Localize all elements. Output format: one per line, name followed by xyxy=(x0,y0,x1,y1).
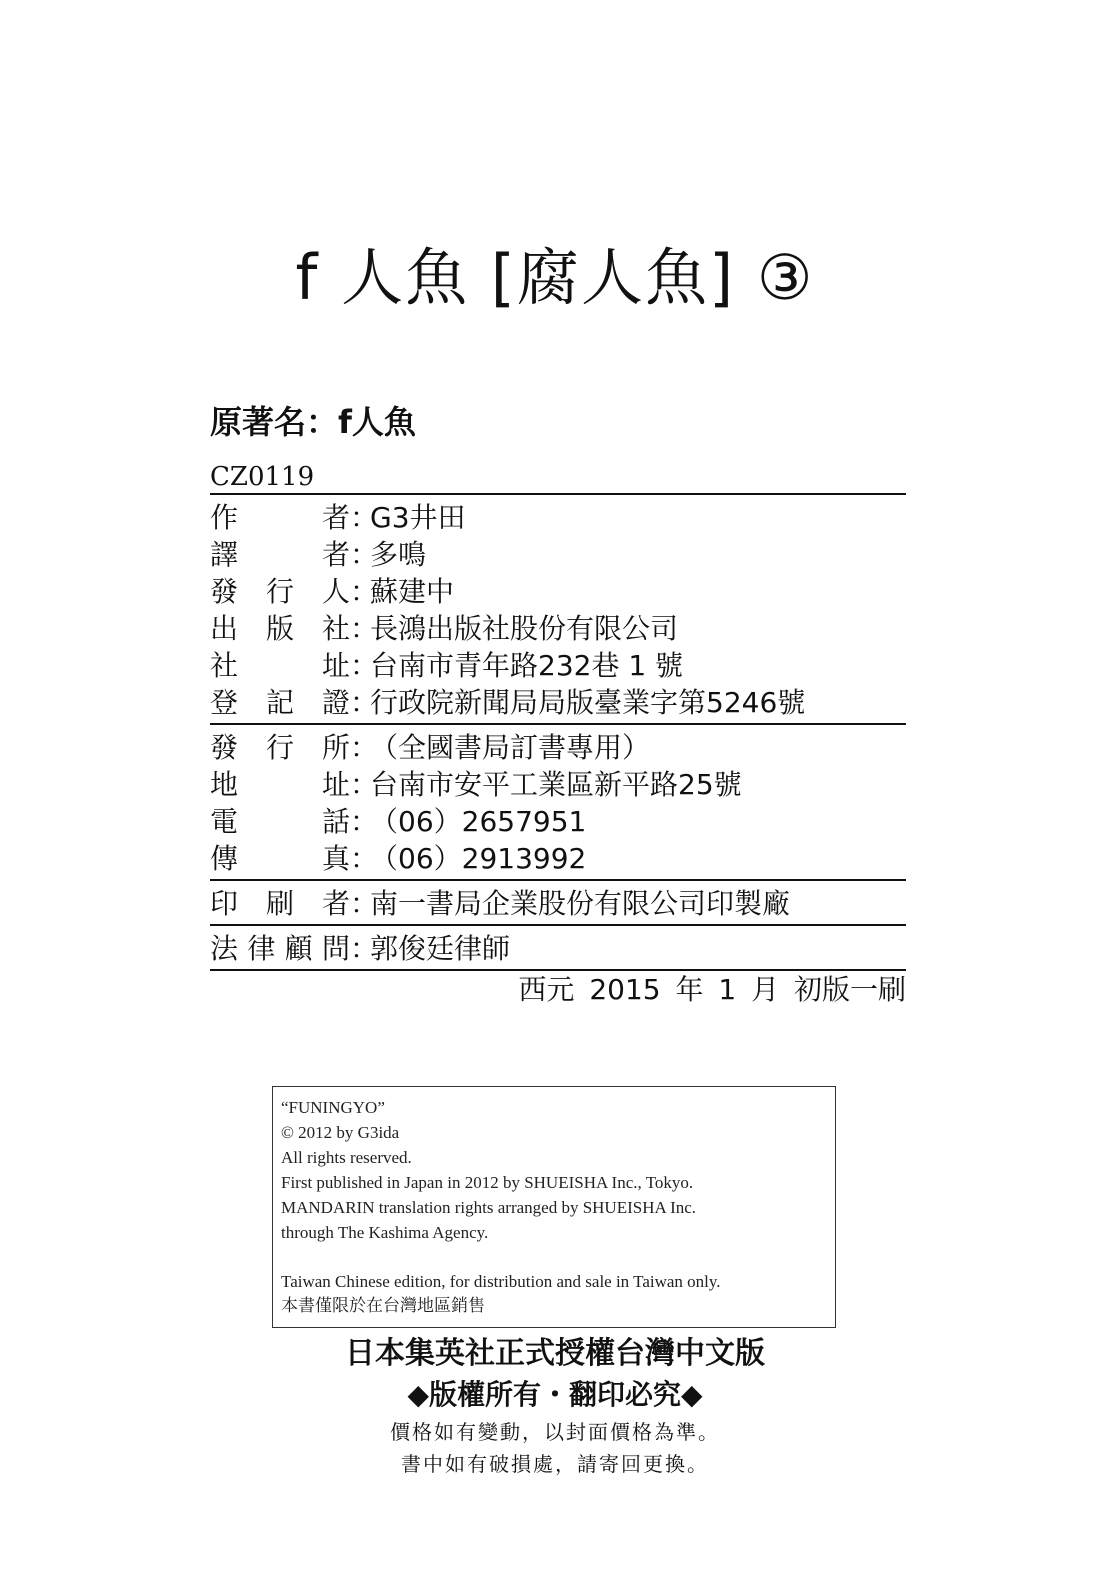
label-char: 址 xyxy=(321,767,350,801)
credit-label xyxy=(210,607,350,647)
printer-row xyxy=(210,883,906,920)
colon: ： xyxy=(350,730,379,764)
credit-value: 台南市青年路232巷 1 號 xyxy=(370,648,684,682)
label-char: 登 xyxy=(210,685,239,719)
dist-label xyxy=(210,726,350,766)
dist-row-distributor xyxy=(210,727,906,764)
legal-value: 郭俊廷律師 xyxy=(370,931,511,965)
sales-region-note: 本書僅限於在台灣地區銷售 xyxy=(281,1296,485,1316)
legal-label xyxy=(210,927,350,967)
dist-label xyxy=(210,763,350,803)
rights-reserved: ◆版權所有・翻印必究◆ xyxy=(407,1378,703,1411)
label-char: 地 xyxy=(210,767,239,801)
colophon-table xyxy=(210,493,906,971)
credit-label xyxy=(210,533,350,573)
authorization-notice: 日本集英社正式授權台灣中文版 xyxy=(345,1336,765,1371)
label-char: 印 xyxy=(210,886,239,920)
credit-row-publisher-person xyxy=(210,571,906,608)
label-char: 者 xyxy=(321,886,350,920)
dist-row-fax xyxy=(210,838,906,875)
label-char: 傳 xyxy=(210,841,239,875)
printer-value: 南一書局企業股份有限公司印製廠 xyxy=(370,886,791,920)
credit-value: 長鴻出版社股份有限公司 xyxy=(370,611,679,645)
credit-row-author xyxy=(210,497,906,534)
dist-row-phone xyxy=(210,801,906,838)
label-char: 證 xyxy=(321,685,350,719)
colon: ： xyxy=(350,685,379,719)
credits-group xyxy=(210,495,906,725)
copyright-line: © 2012 by G3ida xyxy=(281,1123,400,1142)
label-char: 問 xyxy=(321,931,350,965)
colon: ： xyxy=(350,611,379,645)
label-char: 記 xyxy=(265,685,294,719)
label-char: 者 xyxy=(321,537,350,571)
legal-group xyxy=(210,926,906,971)
label-char: 作 xyxy=(210,500,239,534)
label-char: 律 xyxy=(247,931,276,965)
credit-value: 行政院新聞局局版臺業字第5246號 xyxy=(370,685,806,719)
price-note: 價格如有變動，以封面價格為準。 xyxy=(390,1420,720,1444)
copyright-line: First published in Japan in 2012 by SHUEISHA Inc., Tokyo. xyxy=(281,1173,694,1192)
label-char: 社 xyxy=(210,648,239,682)
credit-row-translator xyxy=(210,534,906,571)
label-char: 址 xyxy=(321,648,350,682)
credit-label xyxy=(210,681,350,721)
credit-value: 多鳴 xyxy=(370,537,427,571)
original-title: 原著名：f人魚 xyxy=(210,403,416,441)
credit-row-publisher xyxy=(210,608,906,645)
credit-label xyxy=(210,644,350,684)
credit-row-address xyxy=(210,645,906,682)
label-char: 譯 xyxy=(210,537,239,571)
copyright-line: “FUNINGYO” xyxy=(281,1098,385,1117)
label-char: 真 xyxy=(321,841,350,875)
dist-value: （全國書局訂書專用） xyxy=(370,730,651,764)
book-title: f 人魚 [腐人魚] ③ xyxy=(295,241,815,314)
label-char: 顧 xyxy=(284,931,313,965)
label-char: 刷 xyxy=(265,886,294,920)
label-char: 電 xyxy=(210,804,239,838)
label-char: 法 xyxy=(210,931,239,965)
credit-value: G3井田 xyxy=(370,500,466,534)
label-char: 發 xyxy=(210,730,239,764)
credit-label xyxy=(210,496,350,536)
dist-value: （06）2913992 xyxy=(370,841,587,875)
dist-value: 台南市安平工業區新平路25號 xyxy=(370,767,742,801)
edition-date: 西元 2015 年 1 月 初版一刷 xyxy=(518,973,906,1006)
legal-row xyxy=(210,928,906,965)
credit-row-registration xyxy=(210,682,906,719)
credit-value: 蘇建中 xyxy=(370,574,455,608)
label-char: 行 xyxy=(265,574,294,608)
dist-row-address xyxy=(210,764,906,801)
label-char: 人 xyxy=(321,574,350,608)
label-char: 話 xyxy=(321,804,350,838)
label-char: 行 xyxy=(265,730,294,764)
copyright-line: MANDARIN translation rights arranged by SHUEISHA Inc. xyxy=(281,1198,697,1217)
spacer xyxy=(281,1245,827,1269)
colon: ： xyxy=(350,537,379,571)
copyright-box xyxy=(272,1086,836,1328)
colon: ： xyxy=(350,886,379,920)
dist-value: （06）2657951 xyxy=(370,804,587,838)
label-char: 者 xyxy=(321,500,350,534)
colon: ： xyxy=(350,574,379,608)
dist-label xyxy=(210,837,350,877)
copyright-line: All rights reserved. xyxy=(281,1148,412,1167)
label-char: 版 xyxy=(265,611,294,645)
dist-label xyxy=(210,800,350,840)
label-char: 社 xyxy=(321,611,350,645)
label-char: 出 xyxy=(210,611,239,645)
colon: ： xyxy=(350,767,379,801)
product-code: CZ0119 xyxy=(210,462,315,492)
colon: ： xyxy=(350,931,379,965)
colon: ： xyxy=(350,841,379,875)
copyright-line: through The Kashima Agency. xyxy=(281,1223,489,1242)
distribution-group xyxy=(210,725,906,881)
colon: ： xyxy=(350,500,379,534)
edition-note: Taiwan Chinese edition, for distribution and sale in Taiwan only. xyxy=(281,1272,721,1291)
label-char: 所 xyxy=(321,730,350,764)
colon: ： xyxy=(350,648,379,682)
printer-label xyxy=(210,882,350,922)
printer-group xyxy=(210,881,906,926)
damage-note: 書中如有破損處，請寄回更換。 xyxy=(401,1452,709,1476)
label-char: 發 xyxy=(210,574,239,608)
credit-label xyxy=(210,570,350,610)
colon: ： xyxy=(350,804,379,838)
